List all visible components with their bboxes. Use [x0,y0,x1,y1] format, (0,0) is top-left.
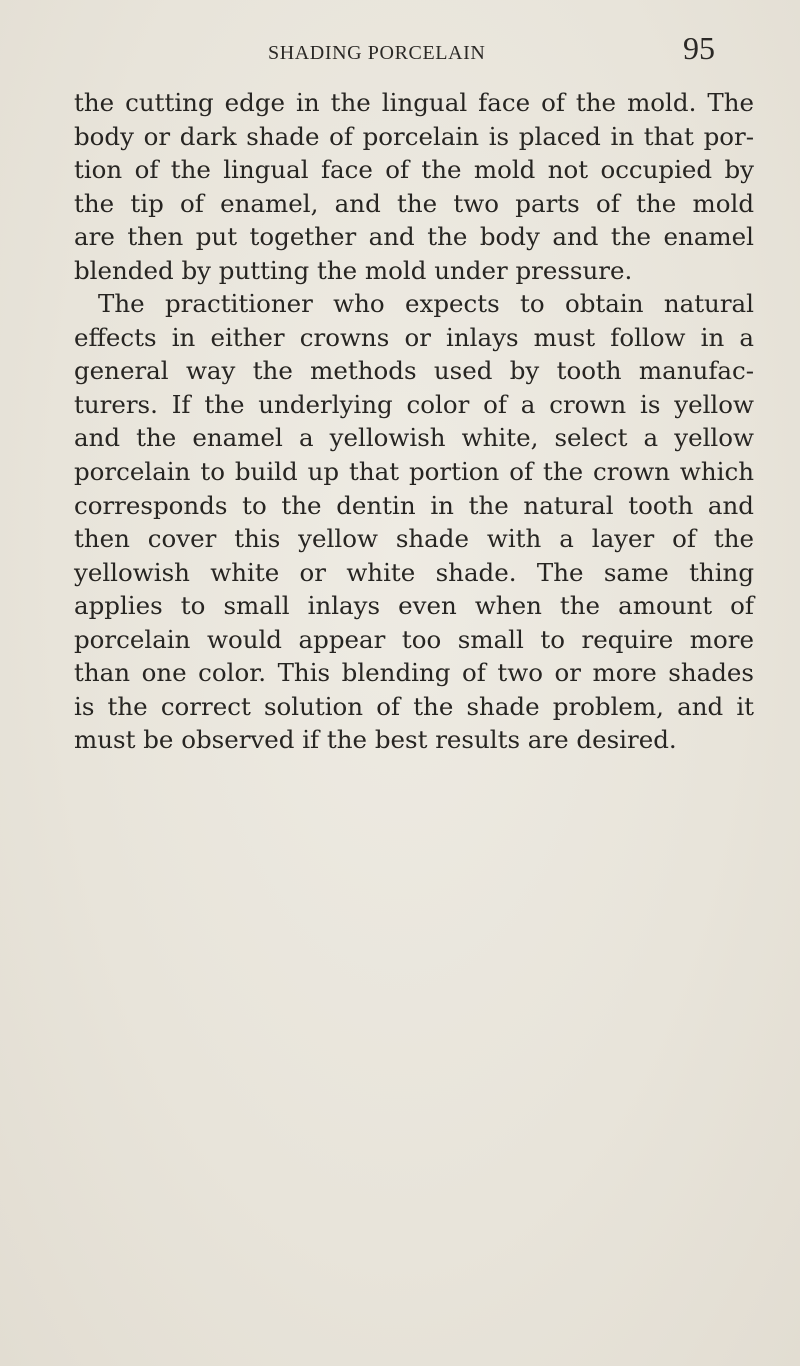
text-line: porcelain would appear too small to require more [74,624,754,654]
text-line: must be observed if the best results are desired. [74,725,677,755]
text-line: effects in either crowns or inlays must follow in a [74,322,754,352]
text-line: then cover this yellow shade with a layer of the [74,524,754,554]
text-line: corresponds to the dentin in the natural tooth and [74,490,754,520]
body-text [74,86,754,757]
text-line: turers. If the underlying color of a crown is yellow [74,389,754,419]
text-line: tion of the lingual face of the mold not occupied by [74,155,754,185]
text-line: applies to small inlays even when the amount of [74,591,754,621]
text-line: yellowish white or white shade. The same thing [74,557,754,587]
text-line: general way the methods used by tooth manufac- [74,356,754,386]
text-line: the tip of enamel, and the two parts of the mold [74,188,754,218]
text-line: the cutting edge in the lingual face of the mold. The [74,88,754,117]
page-number: 95 [683,30,715,66]
text-line: and the enamel a yellowish white, select a yellow [74,423,754,453]
text-line: is the correct solution of the shade problem, and it [74,691,754,721]
text-line: porcelain to build up that portion of the crown which [74,457,754,487]
page-header [0,30,800,74]
text-line: are then put together and the body and the enamel [74,222,754,252]
text-line: The practitioner who expects to obtain natural [98,289,754,319]
running-head: SHADING PORCELAIN [268,42,486,64]
text-line: blended by putting the mold under pressure. [74,255,633,285]
text-line: body or dark shade of porcelain is placed in that por- [74,121,754,151]
text-line: than one color. This blending of two or more shades [74,658,754,688]
